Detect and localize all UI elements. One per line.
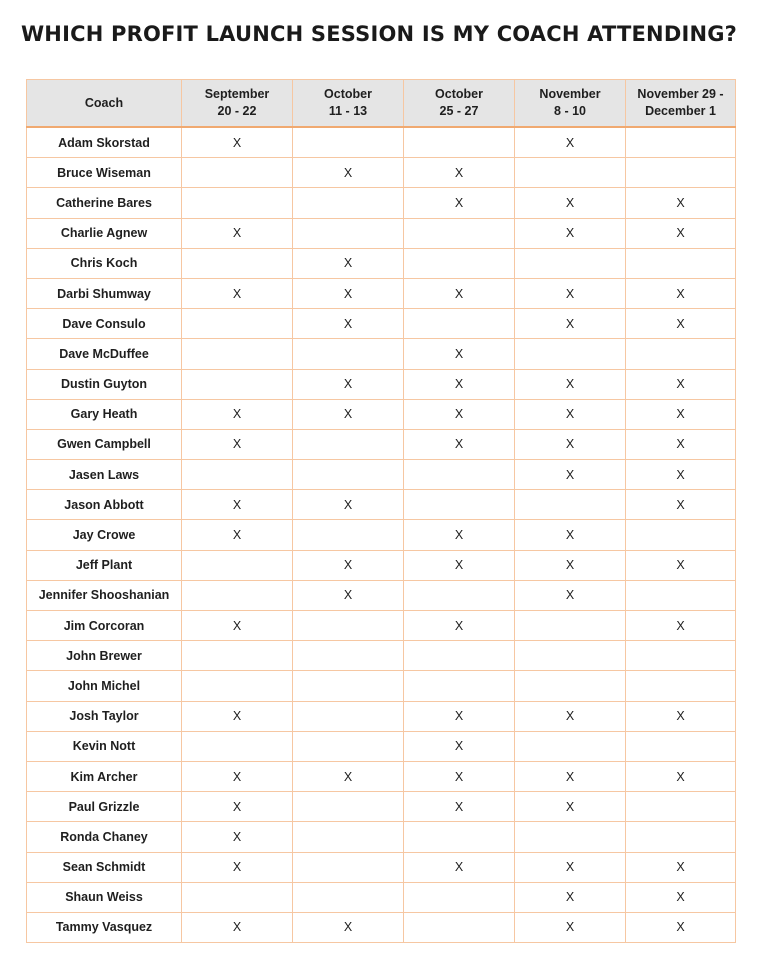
coach-name-cell: Jay Crowe — [27, 520, 182, 550]
coach-name-cell: Tammy Vasquez — [27, 912, 182, 942]
attendance-cell — [626, 248, 736, 278]
attendance-cell — [404, 490, 515, 520]
attendance-cell: X — [182, 520, 293, 550]
attendance-cell — [182, 882, 293, 912]
column-header-session — [404, 80, 515, 128]
attendance-cell: X — [293, 580, 404, 610]
attendance-cell — [293, 701, 404, 731]
table-header-row — [27, 80, 736, 128]
session-header-line1: November 29 - — [637, 87, 724, 101]
attendance-cell: X — [404, 792, 515, 822]
attendance-cell — [182, 460, 293, 490]
coach-name-cell: Jasen Laws — [27, 460, 182, 490]
table-row — [27, 278, 736, 308]
attendance-cell: X — [515, 580, 626, 610]
attendance-cell — [626, 580, 736, 610]
attendance-cell: X — [404, 520, 515, 550]
attendance-cell — [182, 580, 293, 610]
column-header-session — [293, 80, 404, 128]
attendance-cell — [293, 882, 404, 912]
attendance-cell — [293, 641, 404, 671]
attendance-cell — [182, 731, 293, 761]
session-header-line2: 11 - 13 — [328, 104, 368, 118]
attendance-cell: X — [515, 550, 626, 580]
attendance-cell — [626, 339, 736, 369]
attendance-cell: X — [293, 550, 404, 580]
attendance-cell: X — [404, 429, 515, 459]
table-row — [27, 520, 736, 550]
coach-name-cell: Ronda Chaney — [27, 822, 182, 852]
attendance-cell: X — [293, 278, 404, 308]
session-header-line1: November — [539, 87, 601, 101]
attendance-cell — [182, 369, 293, 399]
attendance-cell — [293, 127, 404, 158]
attendance-cell: X — [515, 852, 626, 882]
table-row — [27, 731, 736, 761]
attendance-cell — [404, 641, 515, 671]
attendance-cell: X — [626, 550, 736, 580]
attendance-cell: X — [626, 218, 736, 248]
attendance-cell — [293, 731, 404, 761]
attendance-cell: X — [515, 127, 626, 158]
attendance-cell: X — [404, 701, 515, 731]
attendance-cell — [293, 460, 404, 490]
table-row — [27, 188, 736, 218]
attendance-cell — [626, 671, 736, 701]
attendance-cell — [293, 429, 404, 459]
attendance-cell: X — [293, 309, 404, 339]
coach-name-cell: Josh Taylor — [27, 701, 182, 731]
table-row — [27, 309, 736, 339]
attendance-cell — [404, 127, 515, 158]
column-header-session — [515, 80, 626, 128]
attendance-cell — [515, 641, 626, 671]
attendance-cell — [182, 550, 293, 580]
attendance-cell — [515, 339, 626, 369]
attendance-cell — [182, 158, 293, 188]
attendance-cell — [293, 671, 404, 701]
coach-name-cell: Kevin Nott — [27, 731, 182, 761]
attendance-cell — [182, 641, 293, 671]
coach-name-cell: Catherine Bares — [27, 188, 182, 218]
attendance-cell: X — [182, 611, 293, 641]
coach-name-cell: Charlie Agnew — [27, 218, 182, 248]
attendance-cell — [515, 731, 626, 761]
attendance-cell — [182, 309, 293, 339]
attendance-cell: X — [515, 912, 626, 942]
attendance-cell: X — [182, 490, 293, 520]
attendance-cell: X — [626, 611, 736, 641]
attendance-cell: X — [293, 399, 404, 429]
coach-name-cell: Dustin Guyton — [27, 369, 182, 399]
attendance-cell: X — [515, 309, 626, 339]
coach-name-cell: Darbi Shumway — [27, 278, 182, 308]
table-body — [27, 127, 736, 943]
attendance-cell: X — [515, 761, 626, 791]
attendance-cell — [515, 158, 626, 188]
coach-name-cell: Chris Koch — [27, 248, 182, 278]
table-row — [27, 399, 736, 429]
attendance-cell: X — [626, 369, 736, 399]
session-header-line1: October — [435, 87, 483, 101]
session-header-line2: 8 - 10 — [554, 104, 586, 118]
attendance-cell: X — [515, 278, 626, 308]
table-row — [27, 792, 736, 822]
attendance-cell: X — [182, 701, 293, 731]
attendance-cell — [404, 671, 515, 701]
table-row — [27, 550, 736, 580]
coach-name-cell: Shaun Weiss — [27, 882, 182, 912]
attendance-cell: X — [626, 278, 736, 308]
attendance-cell: X — [293, 369, 404, 399]
table-row — [27, 127, 736, 158]
coach-name-cell: Gwen Campbell — [27, 429, 182, 459]
attendance-cell: X — [515, 792, 626, 822]
coach-name-cell: John Michel — [27, 671, 182, 701]
attendance-cell — [182, 339, 293, 369]
attendance-cell — [293, 218, 404, 248]
attendance-cell: X — [182, 912, 293, 942]
column-header-session — [626, 80, 736, 128]
coach-name-cell: Adam Skorstad — [27, 127, 182, 158]
coach-session-table — [26, 79, 736, 943]
coach-name-cell: Gary Heath — [27, 399, 182, 429]
table-row — [27, 671, 736, 701]
attendance-cell — [626, 822, 736, 852]
table-row — [27, 852, 736, 882]
coach-name-cell: Bruce Wiseman — [27, 158, 182, 188]
attendance-cell: X — [626, 852, 736, 882]
attendance-cell: X — [404, 399, 515, 429]
attendance-cell: X — [515, 429, 626, 459]
attendance-cell: X — [626, 490, 736, 520]
attendance-cell — [293, 188, 404, 218]
attendance-cell: X — [515, 460, 626, 490]
attendance-cell — [293, 339, 404, 369]
attendance-cell: X — [626, 399, 736, 429]
attendance-cell: X — [404, 761, 515, 791]
coach-name-cell: Sean Schmidt — [27, 852, 182, 882]
attendance-cell: X — [182, 278, 293, 308]
attendance-cell: X — [626, 188, 736, 218]
attendance-cell: X — [626, 882, 736, 912]
attendance-cell: X — [293, 248, 404, 278]
attendance-cell: X — [626, 761, 736, 791]
attendance-cell: X — [626, 701, 736, 731]
attendance-cell: X — [404, 188, 515, 218]
column-header-session — [182, 80, 293, 128]
session-header-line2: December 1 — [645, 104, 716, 118]
attendance-cell — [626, 520, 736, 550]
coach-name-cell: John Brewer — [27, 641, 182, 671]
attendance-cell: X — [404, 158, 515, 188]
attendance-cell: X — [626, 429, 736, 459]
attendance-cell — [626, 127, 736, 158]
attendance-cell: X — [515, 520, 626, 550]
coach-name-cell: Paul Grizzle — [27, 792, 182, 822]
session-header-line1: September — [204, 87, 270, 101]
coach-name-cell: Dave Consulo — [27, 309, 182, 339]
attendance-cell: X — [182, 429, 293, 459]
coach-name-cell: Jim Corcoran — [27, 611, 182, 641]
attendance-cell: X — [182, 822, 293, 852]
session-header-line1: October — [324, 87, 372, 101]
table-row — [27, 701, 736, 731]
attendance-cell: X — [293, 490, 404, 520]
attendance-cell: X — [404, 852, 515, 882]
attendance-cell: X — [626, 912, 736, 942]
attendance-cell — [293, 792, 404, 822]
attendance-cell: X — [404, 550, 515, 580]
attendance-cell: X — [404, 369, 515, 399]
table-row — [27, 218, 736, 248]
table-row — [27, 369, 736, 399]
attendance-cell: X — [182, 792, 293, 822]
table-row — [27, 822, 736, 852]
table-row — [27, 158, 736, 188]
attendance-cell: X — [182, 399, 293, 429]
attendance-cell — [293, 611, 404, 641]
table-row — [27, 580, 736, 610]
attendance-cell: X — [515, 882, 626, 912]
attendance-cell: X — [515, 188, 626, 218]
attendance-cell — [626, 731, 736, 761]
attendance-cell: X — [404, 278, 515, 308]
attendance-cell — [404, 309, 515, 339]
attendance-cell — [293, 520, 404, 550]
table-row — [27, 882, 736, 912]
attendance-cell — [626, 641, 736, 671]
attendance-cell: X — [182, 761, 293, 791]
table-row — [27, 641, 736, 671]
attendance-cell — [404, 460, 515, 490]
attendance-cell — [515, 248, 626, 278]
attendance-cell: X — [626, 309, 736, 339]
attendance-cell — [182, 248, 293, 278]
attendance-cell — [515, 671, 626, 701]
coach-name-cell: Dave McDuffee — [27, 339, 182, 369]
attendance-cell: X — [515, 701, 626, 731]
attendance-cell — [404, 218, 515, 248]
table-row — [27, 429, 736, 459]
attendance-cell — [404, 580, 515, 610]
attendance-cell — [515, 822, 626, 852]
attendance-cell — [515, 490, 626, 520]
attendance-cell: X — [293, 912, 404, 942]
attendance-cell: X — [515, 218, 626, 248]
attendance-cell: X — [182, 218, 293, 248]
attendance-cell: X — [182, 127, 293, 158]
attendance-cell — [404, 822, 515, 852]
table-row — [27, 761, 736, 791]
table-row — [27, 490, 736, 520]
page-title: WHICH PROFIT LAUNCH SESSION IS MY COACH ATTENDING? — [20, 22, 738, 46]
attendance-cell: X — [404, 731, 515, 761]
attendance-cell — [182, 671, 293, 701]
table-row — [27, 339, 736, 369]
attendance-cell — [404, 248, 515, 278]
attendance-cell — [515, 611, 626, 641]
attendance-cell — [626, 792, 736, 822]
attendance-cell: X — [293, 761, 404, 791]
attendance-cell — [404, 882, 515, 912]
column-header-coach: Coach — [27, 80, 182, 128]
table-row — [27, 912, 736, 942]
coach-name-cell: Jennifer Shooshanian — [27, 580, 182, 610]
attendance-cell — [626, 158, 736, 188]
attendance-cell: X — [515, 369, 626, 399]
attendance-cell — [404, 912, 515, 942]
coach-name-cell: Kim Archer — [27, 761, 182, 791]
table-row — [27, 460, 736, 490]
attendance-cell: X — [293, 158, 404, 188]
attendance-cell — [182, 188, 293, 218]
attendance-cell: X — [626, 460, 736, 490]
attendance-cell: X — [404, 611, 515, 641]
coach-name-cell: Jeff Plant — [27, 550, 182, 580]
attendance-cell: X — [515, 399, 626, 429]
attendance-cell — [293, 852, 404, 882]
table-row — [27, 611, 736, 641]
session-header-line2: 25 - 27 — [439, 104, 479, 118]
coach-name-cell: Jason Abbott — [27, 490, 182, 520]
table-row — [27, 248, 736, 278]
attendance-cell: X — [404, 339, 515, 369]
attendance-cell — [293, 822, 404, 852]
attendance-cell: X — [182, 852, 293, 882]
session-header-line2: 20 - 22 — [217, 104, 257, 118]
